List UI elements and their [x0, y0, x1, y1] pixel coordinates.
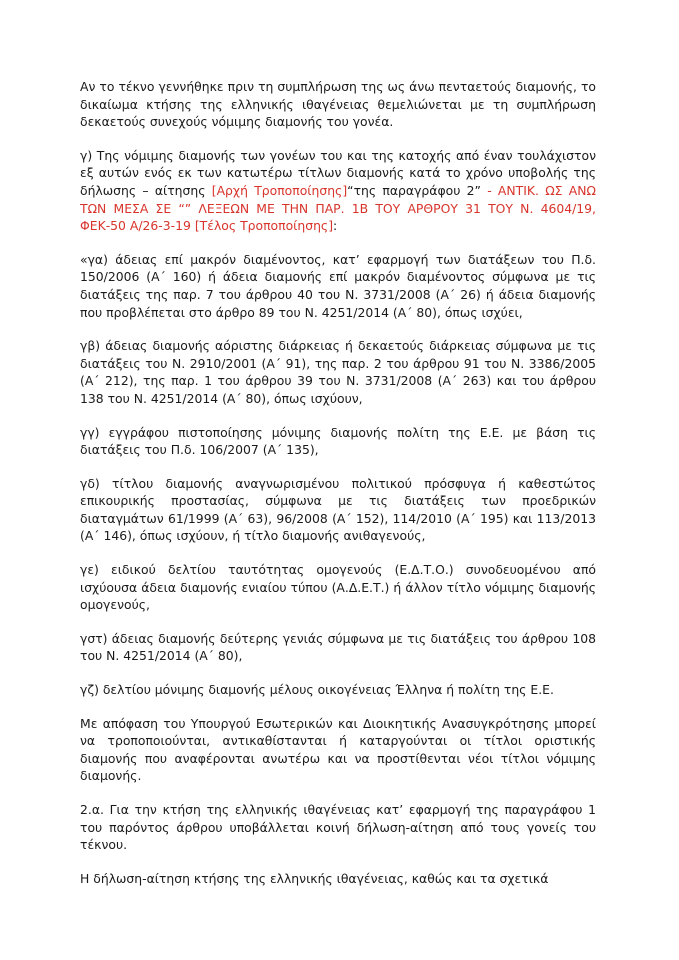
paragraph-ministerial-decision: Με απόφαση του Υπουργού Εσωτερικών και Διοικητικής Ανασυγκρότησης μπορεί να τροποποιούνται, αντικαθίστανται ή καταργούνται οι τίτλοι οριστικής διαμονής που αναφέρονται ανωτέρω και να προστίθενται νέοι τίτλοι νόμιμης διαμονής. — [80, 715, 596, 784]
amendment-end-marker: [Τέλος Τροποποίησης] — [194, 218, 334, 234]
paragraph-gz: γζ) δελτίου μόνιμης διαμονής μέλους οικογένειας Έλληνα ή πολίτη της Ε.Ε. — [80, 682, 554, 698]
paragraph-2a: 2.α. Για την κτήση της ελληνικής ιθαγένειας κατ’ εφαρμογή της παραγράφου 1 του παρόντος άρθρου υποβάλλεται κοινή δήλωση-αίτηση από τους γονείς του τέκνου. — [80, 802, 596, 853]
paragraph-gd: γδ) τίτλου διαμονής αναγνωρισμένου πολιτικού πρόσφυγα ή καθεστώτος επικουρικής προστασίας, σύμφωνα με τις διατάξεις των προεδρικών διαταγμάτων 61/1999 (Α΄ 63), 96/2008 (Α΄ 152), 114/2010 (Α΄ 195) και 113/2013 (Α΄ 146), όπως ισχύουν, ή τίτλο διαμονής ανιθαγενούς, — [80, 475, 596, 544]
amendment-reference: - ΑΝΤΙΚ. ΩΣ ΑΝΩ ΤΩΝ ΜΕΣΑ ΣΕ “” ΛΕΞΕΩΝ ΜΕ ΤΗΝ ΠΑΡ. 1Β ΤΟΥ ΑΡΘΡΟΥ 31 ΤΟΥ Ν. 4604/19, ΦΕΚ-50 Α/26-3-19 — [80, 182, 596, 234]
paragraph-gamma-colon: : — [333, 218, 338, 234]
paragraph-gamma — [80, 147, 596, 235]
paragraph-gst: γστ) άδειας διαμονής δεύτερης γενιάς σύμφωνα με τις διατάξεις του άρθρου 108 του Ν. 4251/2014 (Α΄ 80), — [80, 630, 596, 664]
paragraph-1: Αν το τέκνο γεννήθηκε πριν τη συμπλήρωση της ως άνω πενταετούς διαμονής, το δικαίωμα κτήσης της ελληνικής ιθαγένειας θεμελιώνεται με τη συμπλήρωση δεκαετούς συνεχούς νόμιμης διαμονής του γονέα. — [80, 79, 596, 130]
paragraph-gb: γβ) άδειας διαμονής αόριστης διάρκειας ή δεκαετούς διάρκειας σύμφωνα με τις διατάξεις του Ν. 2910/2001 (Α΄ 91), της παρ. 2 του άρθρου 91 του Ν. 3386/2005 (Α΄ 212), της παρ. 1 του άρθρου 39 του Ν. 3731/2008 (Α΄ 263) και του άρθρου 138 του Ν. 4251/2014 (Α΄ 80), όπως ισχύουν, — [80, 338, 596, 406]
paragraph-gamma-text-b: “της παραγράφου 2” — [347, 182, 488, 198]
amendment-start-marker: [Αρχή Τροποποίησης] — [211, 182, 348, 198]
paragraph-declaration: Η δήλωση-αίτηση κτήσης της ελληνικής ιθαγένειας, καθώς και τα σχετικά — [80, 870, 549, 886]
document-body — [80, 78, 596, 903]
paragraph-ga: «γα) άδειας επί μακρόν διαμένοντος, κατ’ εφαρμογή των διατάξεων του Π.δ. 150/2006 (Α΄ 160) ή άδεια διαμονής επί μακρόν διαμένοντος σύμφωνα με τις διατάξεις της παρ. 7 του άρθρου 40 του Ν. 3731/2008 (Α΄ 26) ή άδεια διαμονής που προβλέπεται στο άρθρο 89 του Ν. 4251/2014 (Α΄ 80), όπως ισχύει, — [80, 251, 596, 320]
paragraph-gg: γγ) εγγράφου πιστοποίησης μόνιμης διαμονής πολίτη της Ε.Ε. με βάση τις διατάξεις του Π.δ. 106/2007 (Α΄ 135), — [80, 424, 596, 458]
paragraph-gamma-text-a: γ) Της νόμιμης διαμονής των γονέων του και της κατοχής από έναν τουλάχιστον εξ αυτών ενός εκ των κατωτέρω τίτλων διαμονής κατά το χρόνο υποβολής της δήλωσης – αίτησης — [80, 147, 596, 198]
paragraph-ge: γε) ειδικού δελτίου ταυτότητας ομογενούς (Ε.Δ.Τ.Ο.) συνοδευομένου από ισχύουσα άδεια διαμονής ενιαίου τύπου (Α.Δ.Ε.Τ.) ή άλλον τίτλο νόμιμης διαμονής ομογενούς, — [80, 562, 596, 613]
